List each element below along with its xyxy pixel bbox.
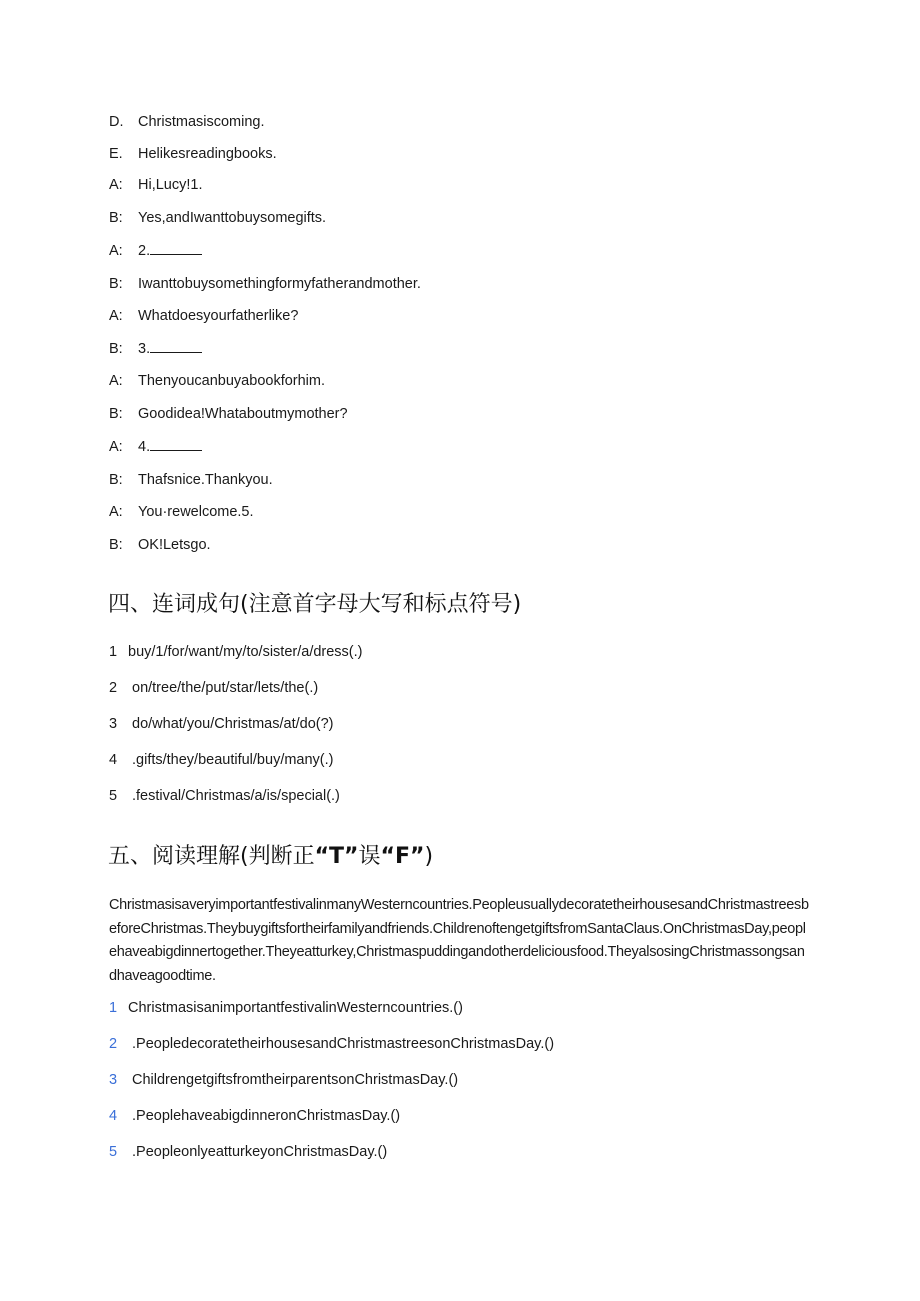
item-text: .PeopleonlyeatturkeyonChristmasDay.() bbox=[132, 1144, 388, 1160]
dialogue-text: Thenyoucanbuyabookforhim. bbox=[138, 373, 326, 389]
dialogue-text: Yes,andIwanttobuysomegifts. bbox=[138, 210, 327, 226]
dialogue-line bbox=[109, 405, 348, 423]
section4-title: 四、连词成句(注意首字母大写和标点符号) bbox=[108, 592, 522, 617]
answer-blank bbox=[150, 242, 202, 255]
item-text: .PeoplehaveabigdinneronChristmasDay.() bbox=[132, 1108, 401, 1124]
speaker-label: A: bbox=[109, 504, 123, 520]
speaker-label: E. bbox=[109, 146, 123, 162]
section4-item bbox=[109, 715, 333, 733]
dialogue-line bbox=[109, 536, 211, 554]
item-number: 1 bbox=[109, 1000, 118, 1016]
dialogue-text: Hi,Lucy!1. bbox=[138, 177, 203, 193]
speaker-label: A: bbox=[109, 373, 123, 389]
dialogue-text: Iwanttobuysomethingformyfatherandmother. bbox=[138, 276, 421, 292]
speaker-label: D. bbox=[109, 114, 124, 130]
speaker-label: A: bbox=[109, 243, 123, 259]
item-text: ChristmasisanimportantfestivalinWesterncountries.() bbox=[128, 1000, 463, 1016]
item-text: .festival/Christmas/a/is/special(.) bbox=[132, 788, 340, 804]
item-number: 2 bbox=[109, 680, 118, 696]
answer-blank bbox=[150, 340, 202, 353]
item-text: buy/1/for/want/my/to/sister/a/dress(.) bbox=[128, 644, 363, 660]
dialogue-line bbox=[109, 209, 326, 227]
dialogue-text: Thafsnice.Thankyou. bbox=[138, 472, 273, 488]
item-number: 5 bbox=[109, 1144, 118, 1160]
section5-title-mid: 误 bbox=[358, 844, 381, 869]
item-number: 2 bbox=[109, 1036, 118, 1052]
speaker-label: B: bbox=[109, 406, 123, 422]
dialogue-line bbox=[109, 113, 265, 131]
speaker-label: A: bbox=[109, 308, 123, 324]
dialogue-line bbox=[109, 307, 298, 325]
dialogue-line bbox=[109, 471, 273, 489]
section4-item bbox=[109, 751, 334, 769]
speaker-label: B: bbox=[109, 537, 123, 553]
dialogue-text: Goodidea!Whataboutmymother? bbox=[138, 406, 348, 422]
section5-title-suffix: ) bbox=[424, 844, 434, 869]
section5-title-prefix: 五、阅读理解(判断正 bbox=[108, 844, 315, 869]
reading-passage: ChristmasisaveryimportantfestivalinmanyWesterncountries.PeopleusuallydecoratetheirhousesandChristmastreesbeforeChristmas.Theybuygiftsfortheirfamilyandfriends.ChildrenoftengetgiftsfromSantaClaus.OnChristmasDay,peoplehaveabigdinnertogether.Theyeatturkey,Christmaspuddingandotherdeliciousfood.TheyalsosingChristmassongsandhaveagoodtime. bbox=[109, 897, 809, 984]
dialogue-text: 2. bbox=[138, 243, 151, 259]
section5-item bbox=[109, 1035, 554, 1053]
section5-title bbox=[108, 843, 433, 871]
dialogue-line bbox=[109, 176, 202, 194]
item-text: .gifts/they/beautiful/buy/many(.) bbox=[132, 752, 334, 768]
section5-item bbox=[109, 1143, 387, 1161]
section5-item bbox=[109, 1071, 458, 1089]
section5-title-f: “F” bbox=[380, 844, 425, 869]
dialogue-line bbox=[109, 340, 202, 358]
speaker-label: A: bbox=[109, 177, 123, 193]
item-text: on/tree/the/put/star/lets/the(.) bbox=[132, 680, 319, 696]
dialogue-text: You·rewelcome.5. bbox=[138, 504, 254, 520]
dialogue-text: Helikesreadingbooks. bbox=[138, 146, 277, 162]
item-number: 1 bbox=[109, 644, 118, 660]
item-text: ChildrengetgiftsfromtheirparentsonChristmasDay.() bbox=[132, 1072, 459, 1088]
dialogue-line bbox=[109, 275, 421, 293]
section5-item bbox=[109, 1107, 400, 1125]
item-number: 5 bbox=[109, 788, 118, 804]
dialogue-text: 4. bbox=[138, 439, 151, 455]
section4-item bbox=[109, 787, 340, 805]
speaker-label: B: bbox=[109, 472, 123, 488]
section5-title-t: “T” bbox=[314, 844, 359, 869]
dialogue-text: OK!Letsgo. bbox=[138, 537, 211, 553]
item-number: 3 bbox=[109, 1072, 118, 1088]
item-number: 4 bbox=[109, 752, 118, 768]
item-text: .PeopledecoratetheirhousesandChristmastreesonChristmasDay.() bbox=[132, 1036, 555, 1052]
dialogue-text: Whatdoesyourfatherlike? bbox=[138, 308, 299, 324]
dialogue-line bbox=[109, 438, 202, 456]
speaker-label: B: bbox=[109, 341, 123, 357]
dialogue-line bbox=[109, 145, 277, 163]
answer-blank bbox=[150, 438, 202, 451]
item-number: 3 bbox=[109, 716, 118, 732]
speaker-label: B: bbox=[109, 276, 123, 292]
dialogue-line bbox=[109, 242, 202, 260]
section4-item bbox=[109, 679, 318, 697]
dialogue-line bbox=[109, 372, 325, 390]
section5-item bbox=[109, 999, 463, 1017]
speaker-label: B: bbox=[109, 210, 123, 226]
speaker-label: A: bbox=[109, 439, 123, 455]
dialogue-text: Christmasiscoming. bbox=[138, 114, 265, 130]
item-text: do/what/you/Christmas/at/do(?) bbox=[132, 716, 334, 732]
dialogue-text: 3. bbox=[138, 341, 151, 357]
section4-item bbox=[109, 643, 363, 661]
dialogue-line bbox=[109, 503, 254, 521]
item-number: 4 bbox=[109, 1108, 118, 1124]
